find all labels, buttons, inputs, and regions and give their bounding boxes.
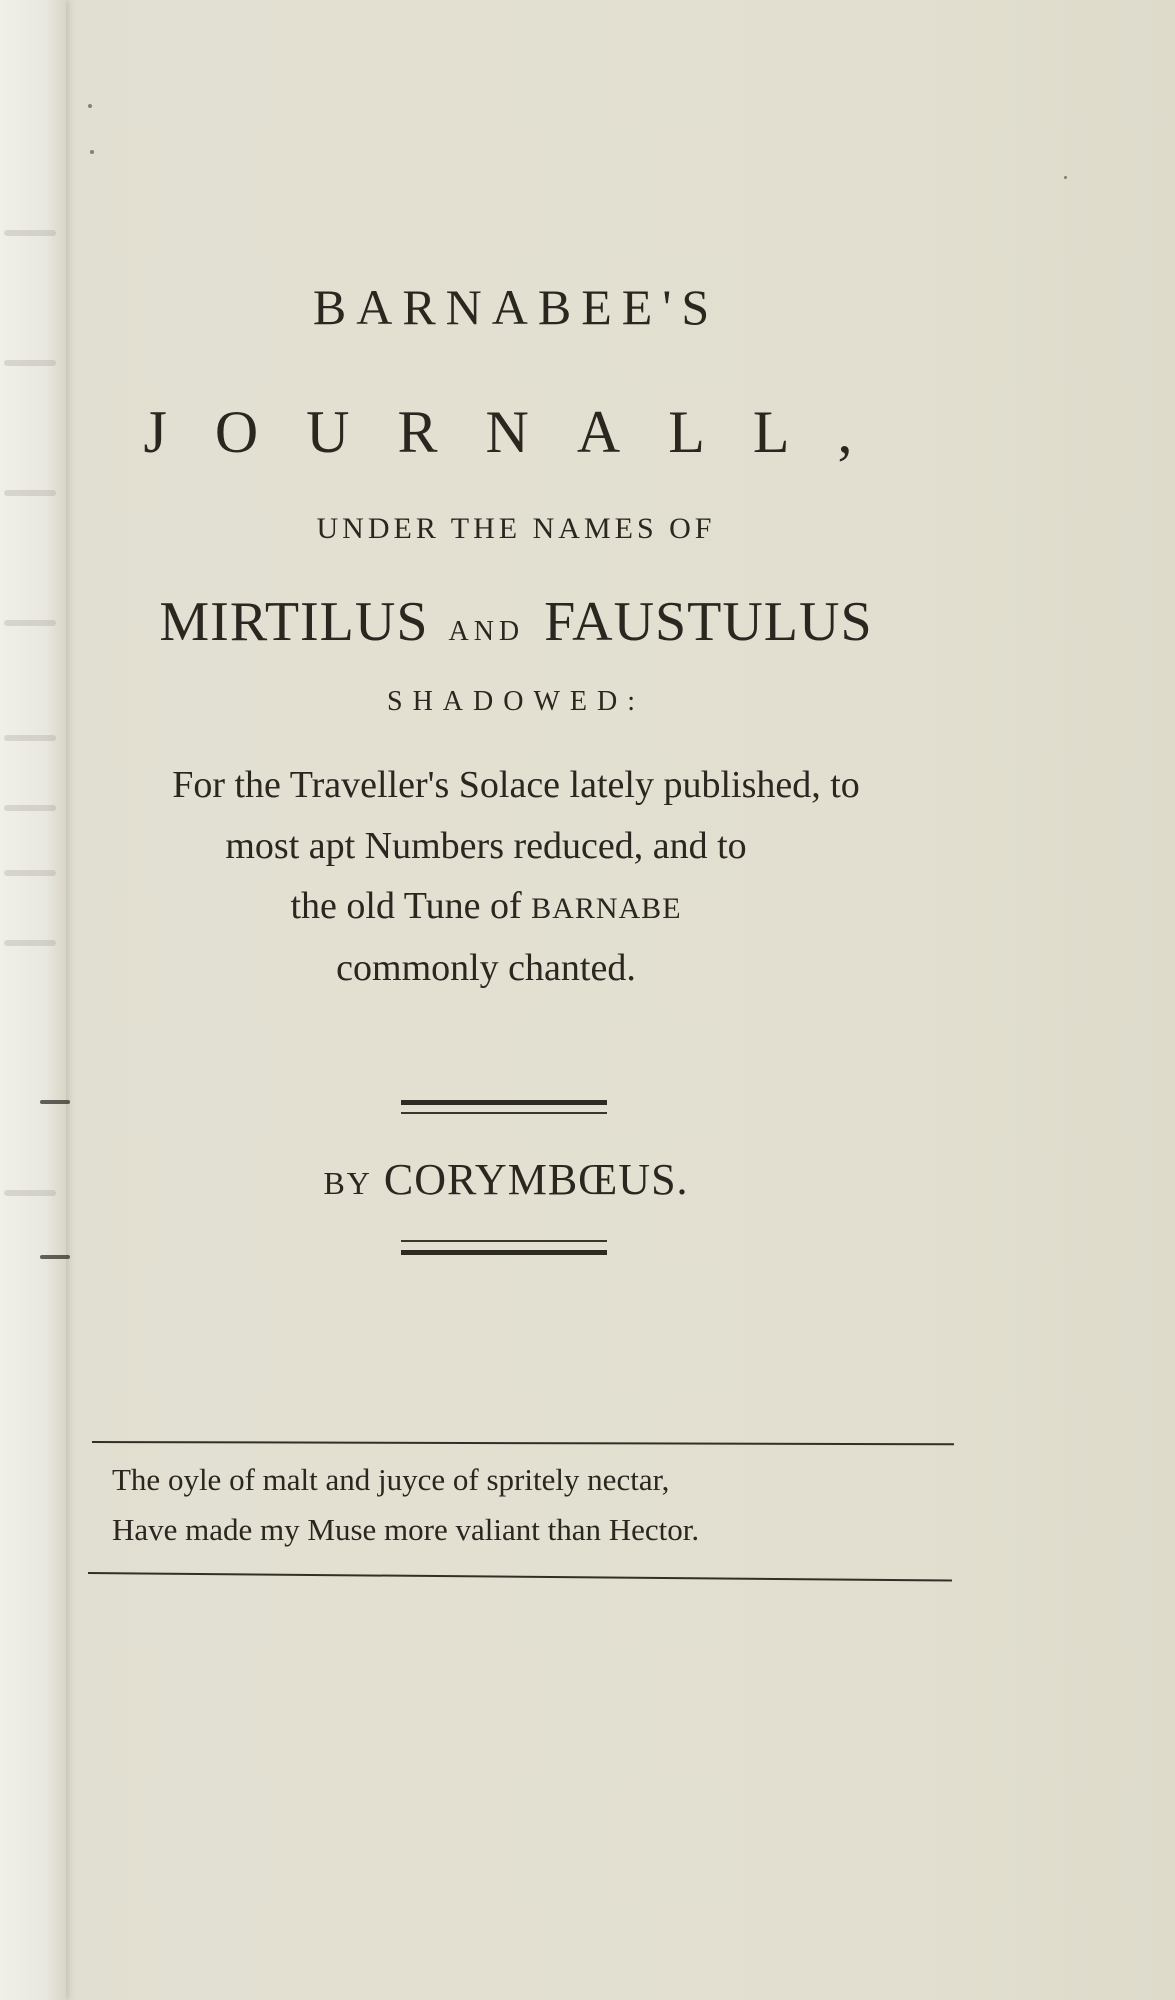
conjunction-and: AND — [448, 616, 525, 647]
description-line-3 — [126, 884, 846, 928]
rule-thick — [401, 1100, 607, 1105]
bleed-through-mark — [4, 805, 56, 811]
bleed-through-mark — [4, 230, 56, 236]
rule-thin — [401, 1240, 607, 1242]
author-line — [86, 1154, 926, 1205]
name-mirtilus: MIRTILUS — [159, 591, 429, 653]
by-label: BY — [323, 1165, 372, 1201]
tune-name-barnabe: BARNABE — [531, 892, 682, 925]
description-line-2: most apt Numbers reduced, and to — [225, 825, 747, 867]
epigraph-rule-top — [92, 1441, 954, 1445]
bleed-through-mark — [4, 490, 56, 496]
epigraph-rule-bottom — [88, 1572, 952, 1582]
author-name: CORYMBŒUS. — [383, 1155, 689, 1204]
adjacent-page-edge — [0, 0, 66, 2000]
description-line-3-text: the old Tune of — [290, 885, 522, 927]
bleed-through-mark — [4, 735, 56, 741]
epigraph-line-1: The oyle of malt and juyce of spritely nectar, — [112, 1462, 670, 1497]
title-line-barnabees: BARNABEE'S — [312, 279, 720, 335]
epigraph-line-2: Have made my Muse more valiant than Hector. — [112, 1512, 700, 1547]
bleed-through-mark — [4, 940, 56, 946]
ornamental-rule-bottom — [401, 1240, 607, 1255]
subtitle-shadowed: SHADOWED: — [387, 686, 645, 717]
title-line-journall: JOURNALL, — [143, 399, 901, 465]
subtitle-under-names: UNDER THE NAMES OF — [316, 512, 716, 545]
bleed-through-mark — [4, 620, 56, 626]
title-page — [66, 0, 1175, 2000]
title-line-names — [66, 590, 966, 654]
description-line-1: For the Traveller's Solace lately published, to — [172, 764, 860, 806]
bleed-through-mark — [4, 360, 56, 366]
bleed-through-mark — [4, 1190, 56, 1196]
description-line-4: commonly chanted. — [336, 947, 636, 989]
bleed-through-mark — [4, 870, 56, 876]
ornamental-rule-top — [401, 1100, 607, 1114]
rule-thin — [401, 1112, 607, 1114]
rule-thick — [401, 1250, 607, 1255]
name-faustulus: FAUSTULUS — [544, 591, 873, 653]
